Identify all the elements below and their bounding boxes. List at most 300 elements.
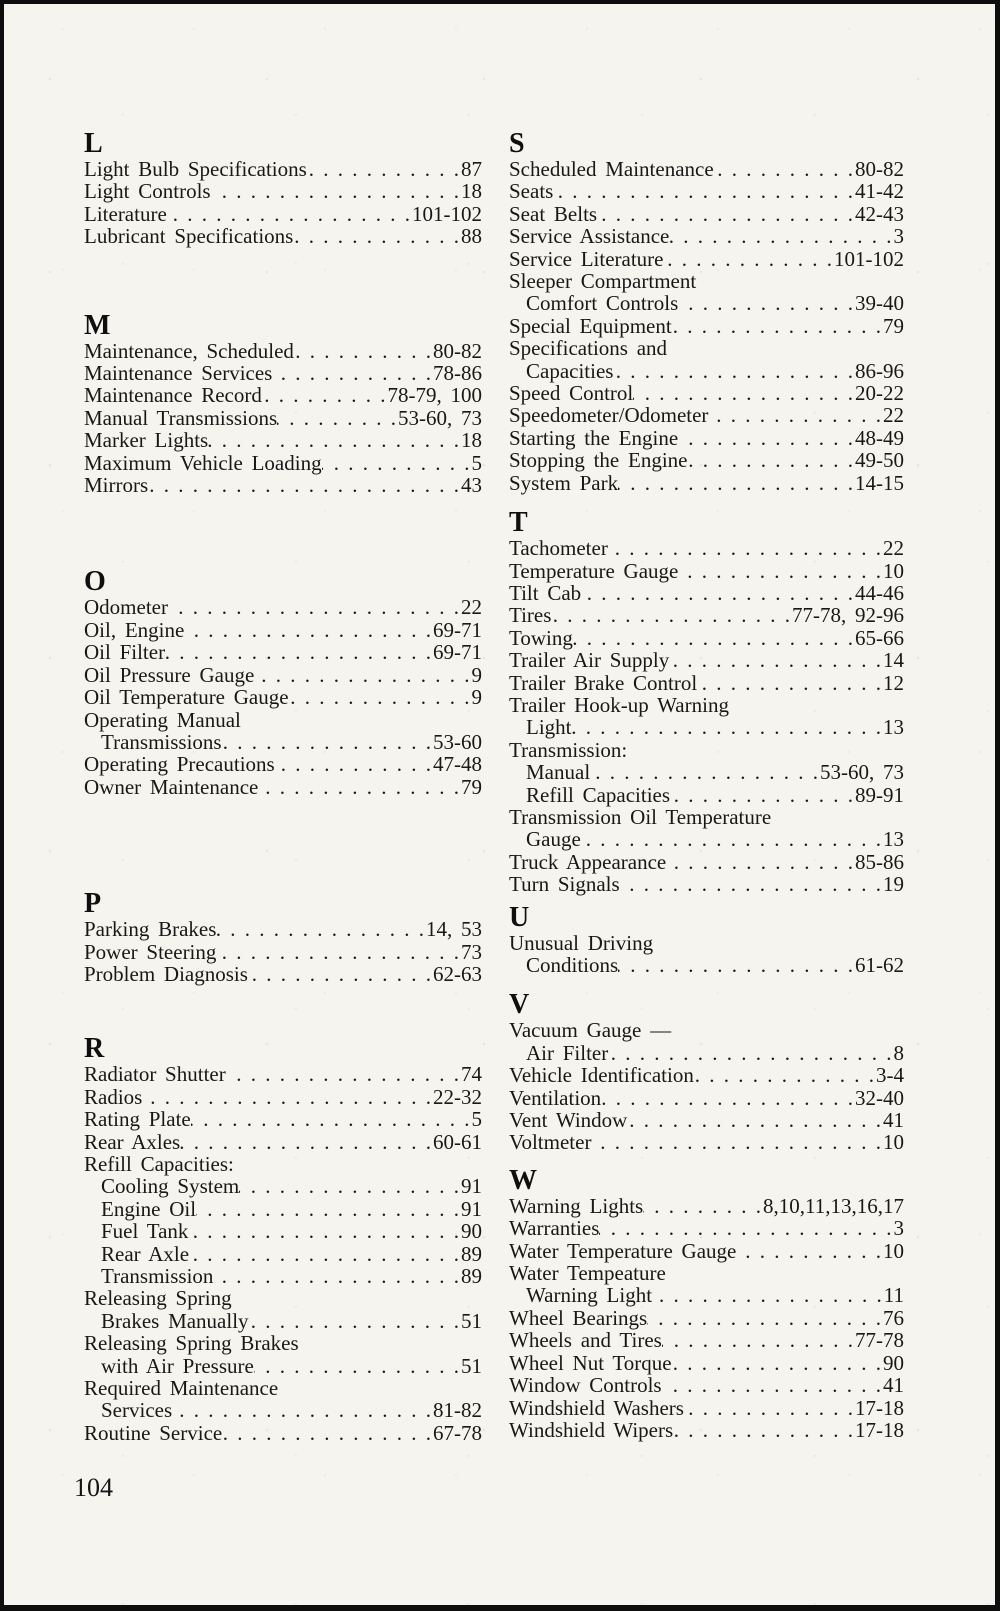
index-entry — [509, 270, 904, 315]
index-section-w — [509, 1164, 904, 1442]
entry-label: Operating Precautions — [84, 752, 275, 777]
entry-page: 53-60, 73 — [398, 405, 482, 430]
index-entry — [509, 873, 904, 895]
entry-line — [84, 1377, 482, 1399]
entry-line — [509, 739, 904, 761]
index-entry — [84, 1422, 482, 1444]
entry-page: 90 — [883, 1350, 904, 1375]
entry-page: 89 — [461, 1241, 482, 1266]
entry-page: 18 — [461, 428, 482, 453]
dot-leader — [289, 686, 472, 708]
entry-label: Windshield Washers — [509, 1395, 684, 1420]
entry-line — [509, 1352, 904, 1374]
index-entry — [84, 1265, 482, 1287]
entry-line — [509, 1195, 904, 1217]
entry-page: 79 — [883, 313, 904, 338]
entry-label: Oil Temperature Gauge — [84, 685, 289, 710]
index-entry — [509, 537, 904, 559]
entry-line — [509, 180, 904, 202]
dot-leader — [277, 407, 398, 429]
index-entry — [84, 158, 482, 180]
dot-leader — [216, 918, 426, 940]
entry-page: 42-43 — [855, 201, 904, 226]
index-entry — [84, 180, 482, 202]
entry-label: Routine Service — [84, 1420, 223, 1445]
entry-label: Refill Capacities — [526, 782, 671, 807]
entry-label: Releasing Spring Brakes — [84, 1331, 299, 1356]
entry-line — [509, 560, 904, 582]
section-letter: U — [509, 901, 530, 933]
index-section-p — [84, 890, 482, 985]
index-entry — [509, 225, 904, 247]
entry-label: Maintenance Services — [84, 361, 273, 386]
dot-leader — [262, 384, 388, 406]
entry-label: Vent Window — [509, 1108, 628, 1133]
entry-page: 53-60 — [433, 729, 482, 754]
entry-line — [509, 225, 904, 247]
dot-leader — [670, 784, 855, 806]
entry-page: 44-46 — [855, 580, 904, 605]
section-letter: M — [84, 309, 111, 341]
entry-line — [509, 1284, 904, 1306]
entry-page: 3-4 — [876, 1063, 904, 1088]
entry-line — [84, 1108, 482, 1130]
entry-page: 69-71 — [433, 617, 482, 642]
entry-page: 51 — [461, 1308, 482, 1333]
index-entry — [509, 1087, 904, 1109]
dot-leader — [613, 360, 855, 382]
entry-page: 17-18 — [855, 1417, 904, 1442]
dot-leader — [208, 429, 461, 451]
entry-page: 73 — [461, 939, 482, 964]
entry-line — [84, 474, 482, 496]
entry-line — [84, 686, 482, 708]
index-entry — [509, 1262, 904, 1307]
index-entry — [509, 158, 904, 180]
entry-label: Tires — [509, 603, 552, 628]
entry-label: Fuel Tank — [101, 1219, 189, 1244]
entry-page: 89 — [461, 1264, 482, 1288]
entry-page: 20-22 — [855, 381, 904, 406]
dot-leader — [293, 225, 461, 247]
entry-line — [84, 180, 482, 202]
entry-label: Rear Axles — [84, 1129, 181, 1154]
index-columns — [4, 4, 995, 1444]
entry-line — [509, 158, 904, 180]
entry-page: 90 — [461, 1219, 482, 1244]
entry-label: Transmissions — [101, 729, 222, 754]
dot-leader — [294, 340, 433, 362]
dot-leader — [590, 761, 820, 783]
entry-label: Seat Belts — [509, 201, 598, 226]
dot-leader — [249, 1310, 461, 1332]
dot-leader — [608, 1042, 893, 1064]
dot-leader — [275, 753, 433, 775]
index-entry — [84, 1287, 482, 1332]
entry-label: Warning Light — [526, 1283, 653, 1308]
entry-page: 22 — [883, 536, 904, 561]
entry-label: Brakes Manually — [101, 1308, 249, 1333]
entry-line — [509, 649, 904, 671]
entry-line — [509, 694, 904, 716]
dot-leader — [688, 449, 856, 471]
index-entry — [84, 340, 482, 362]
entry-page: 78-79, 100 — [387, 383, 482, 408]
entry-line — [84, 1220, 482, 1242]
entry-label: Maximum Vehicle Loading — [84, 450, 322, 475]
index-entry — [509, 404, 904, 426]
dot-leader — [165, 641, 433, 663]
index-entry — [509, 1217, 904, 1239]
entry-page: 87 — [461, 157, 482, 181]
entry-label: Stopping the Engine — [509, 448, 688, 473]
index-entry — [509, 806, 904, 851]
entry-label: Required Maintenance — [84, 1376, 279, 1401]
entry-label: Unusual Driving — [509, 930, 654, 955]
entry-page: 69-71 — [433, 640, 482, 665]
index-entry — [84, 203, 482, 225]
entry-label: Tachometer — [509, 536, 608, 561]
index-entry — [84, 384, 482, 406]
entry-line — [84, 452, 482, 474]
index-entry — [84, 407, 482, 429]
entry-line — [84, 1086, 482, 1108]
dot-leader — [189, 1243, 461, 1265]
entry-label: Transmission — [101, 1264, 214, 1288]
dot-leader — [647, 1307, 883, 1329]
entry-label: Engine Oil — [101, 1196, 197, 1221]
entry-label: Special Equipment — [509, 313, 672, 338]
dot-leader — [172, 1399, 433, 1421]
dot-leader — [254, 664, 471, 686]
entry-line — [509, 382, 904, 404]
entry-label: Windshield Wipers — [509, 1417, 674, 1442]
entry-label: Maintenance, Scheduled — [84, 338, 294, 363]
dot-leader — [708, 404, 883, 426]
entry-page: 101-102 — [834, 246, 904, 271]
section-letter: T — [509, 507, 529, 539]
entry-line — [509, 582, 904, 604]
entry-label: Manual Transmissions — [84, 405, 278, 430]
entry-line — [509, 404, 904, 426]
entry-label: Scheduled Maintenance — [509, 157, 714, 181]
entry-line — [84, 963, 482, 985]
entry-page: 85-86 — [855, 849, 904, 874]
dot-leader — [697, 672, 883, 694]
index-entry — [509, 1374, 904, 1396]
entry-page: 13 — [883, 715, 904, 740]
entry-label: Light Bulb Specifications — [84, 157, 307, 181]
entry-label: Voltmeter — [509, 1130, 592, 1155]
entry-line — [509, 806, 904, 828]
dot-leader — [168, 596, 461, 618]
entry-line — [84, 1332, 482, 1354]
index-entry — [509, 851, 904, 873]
index-entry — [509, 180, 904, 202]
entry-label: Mirrors — [84, 473, 149, 498]
index-entry — [84, 1153, 482, 1175]
index-column-left — [84, 130, 482, 1444]
entry-line — [84, 641, 482, 663]
index-entry — [509, 739, 904, 761]
entry-line — [84, 407, 482, 429]
entry-line — [84, 384, 482, 406]
dot-leader — [662, 1374, 883, 1396]
entry-page: 41 — [883, 1108, 904, 1133]
entry-label: Tilt Cab — [509, 580, 582, 605]
entry-label: Starting the Engine — [509, 425, 679, 450]
entry-line — [509, 270, 904, 292]
dot-leader — [216, 941, 461, 963]
entry-line — [84, 731, 482, 753]
entry-label: Sleeper Compartment — [509, 269, 697, 294]
dot-leader — [211, 180, 461, 202]
entry-line — [84, 1153, 482, 1175]
entry-line — [509, 873, 904, 895]
entry-page: 48-49 — [855, 425, 904, 450]
index-entry — [509, 1307, 904, 1329]
dot-leader — [664, 248, 835, 270]
entry-line — [84, 918, 482, 940]
dot-leader — [678, 427, 855, 449]
entry-label: Specifications and — [509, 336, 668, 361]
entry-line — [509, 828, 904, 850]
entry-page: 41-42 — [855, 179, 904, 204]
entry-page: 18 — [461, 179, 482, 204]
index-entry — [84, 1108, 482, 1130]
entry-line — [84, 1287, 482, 1309]
index-entry — [509, 1064, 904, 1086]
entry-line — [509, 784, 904, 806]
entry-line — [509, 1217, 904, 1239]
entry-line — [84, 941, 482, 963]
entry-line — [509, 627, 904, 649]
index-entry — [509, 248, 904, 270]
index-entry — [84, 709, 482, 754]
entry-page: 10 — [883, 1130, 904, 1155]
entry-page: 22 — [461, 595, 482, 620]
entry-line — [84, 1131, 482, 1153]
page-number: 104 — [74, 1473, 113, 1502]
dot-leader — [272, 362, 433, 384]
entry-line — [509, 1374, 904, 1396]
dot-leader — [678, 560, 883, 582]
dot-leader — [652, 1284, 884, 1306]
entry-line — [509, 427, 904, 449]
entry-page: 39-40 — [855, 291, 904, 316]
entry-line — [84, 1063, 482, 1085]
entry-label: Radios — [84, 1084, 143, 1109]
index-entry — [84, 1198, 482, 1220]
entry-line — [509, 1419, 904, 1441]
entry-page: 5 — [471, 1107, 482, 1132]
entry-label: Comfort Controls — [526, 291, 679, 316]
entry-line — [84, 664, 482, 686]
entry-page: 80-82 — [855, 157, 904, 181]
dot-leader — [581, 828, 883, 850]
index-entry — [84, 1220, 482, 1242]
entry-label: Air Filter — [526, 1040, 609, 1065]
index-entry — [84, 1086, 482, 1108]
entry-label: Rear Axle — [101, 1241, 190, 1266]
entry-page: 10 — [883, 1238, 904, 1263]
entry-line — [509, 337, 904, 359]
dot-leader — [239, 1175, 461, 1197]
entry-page: 14, 53 — [426, 917, 482, 942]
entry-page: 78-86 — [433, 361, 482, 386]
entry-page: 91 — [461, 1196, 482, 1221]
index-entry — [84, 664, 482, 686]
index-entry — [509, 932, 904, 977]
entry-label: Manual — [526, 760, 591, 785]
index-section-u — [509, 901, 904, 977]
entry-label: Problem Diagnosis — [84, 961, 248, 986]
entry-label: Temperature Gauge — [509, 558, 679, 583]
entry-line — [509, 1131, 904, 1153]
index-entry — [84, 776, 482, 798]
dot-leader — [322, 452, 472, 474]
entry-line — [84, 1399, 482, 1421]
index-entry — [84, 1063, 482, 1085]
dot-leader — [222, 731, 433, 753]
index-entry — [509, 560, 904, 582]
dot-leader — [167, 203, 412, 225]
index-entry — [84, 686, 482, 708]
entry-line — [84, 596, 482, 618]
entry-page: 61-62 — [855, 953, 904, 977]
entry-page: 3 — [893, 1216, 904, 1241]
index-entry — [509, 1195, 904, 1217]
entry-label: Wheel Bearings — [509, 1305, 648, 1330]
index-entry — [509, 382, 904, 404]
index-section-m — [84, 309, 482, 498]
entry-label: Capacities — [526, 358, 614, 383]
entry-label: Literature — [84, 201, 167, 226]
index-entry — [509, 203, 904, 225]
entry-label: Radiator Shutter — [84, 1062, 226, 1087]
entry-page: 19 — [883, 872, 904, 897]
entry-page: 11 — [883, 1283, 904, 1308]
entry-label: Services — [101, 1398, 173, 1423]
dot-leader — [678, 292, 855, 314]
entry-line — [84, 1265, 482, 1287]
dot-leader — [643, 1195, 763, 1217]
dot-leader — [669, 649, 883, 671]
entry-label: Vacuum Gauge — — [509, 1018, 672, 1043]
entry-label: Trailer Hook-up Warning — [509, 692, 729, 717]
section-letter: R — [84, 1033, 105, 1065]
entry-line — [509, 604, 904, 626]
entry-page: 53-60, 73 — [820, 760, 904, 785]
entry-line — [84, 753, 482, 775]
entry-line — [509, 1019, 904, 1041]
entry-page: 60-61 — [433, 1129, 482, 1154]
dot-leader — [572, 716, 884, 738]
entry-line — [509, 716, 904, 738]
index-entry — [509, 1419, 904, 1441]
entry-line — [509, 449, 904, 471]
index-entry — [509, 694, 904, 739]
entry-line — [84, 776, 482, 798]
entry-page: 3 — [893, 224, 904, 249]
entry-label: Warranties — [509, 1216, 600, 1241]
entry-line — [84, 619, 482, 641]
entry-label: with Air Pressure — [101, 1353, 254, 1378]
index-entry — [509, 627, 904, 649]
dot-leader — [591, 1131, 883, 1153]
entry-label: Vehicle Identification — [509, 1063, 694, 1088]
index-entry — [84, 225, 482, 247]
index-entry — [84, 474, 482, 496]
entry-line — [84, 429, 482, 451]
index-entry — [509, 449, 904, 471]
dot-leader — [601, 1087, 855, 1109]
entry-label: Speedometer/Odometer — [509, 403, 709, 428]
index-entry — [84, 1131, 482, 1153]
entry-label: Light — [526, 715, 572, 740]
entry-line — [509, 761, 904, 783]
entry-line — [509, 1042, 904, 1064]
entry-line — [509, 1109, 904, 1131]
index-entry — [84, 619, 482, 641]
entry-line — [509, 851, 904, 873]
section-letter: V — [509, 989, 530, 1021]
entry-page: 88 — [461, 224, 482, 249]
index-entry — [509, 672, 904, 694]
index-entry — [84, 429, 482, 451]
entry-line — [84, 158, 482, 180]
entry-line — [509, 1262, 904, 1284]
entry-label: System Park — [509, 470, 619, 495]
entry-label: Speed Control — [509, 381, 634, 406]
entry-line — [84, 1198, 482, 1220]
entry-label: Warning Lights — [509, 1193, 644, 1218]
entry-label: Cooling System — [101, 1174, 240, 1199]
dot-leader — [620, 873, 883, 895]
entry-line — [509, 537, 904, 559]
index-entry — [509, 604, 904, 626]
dot-leader — [196, 1198, 461, 1220]
entry-line — [84, 340, 482, 362]
entry-page: 76 — [883, 1305, 904, 1330]
entry-label: Light Controls — [84, 179, 211, 204]
entry-label: Transmission: — [509, 737, 628, 762]
entry-page: 32-40 — [855, 1085, 904, 1110]
dot-leader — [672, 315, 883, 337]
index-entry — [509, 1352, 904, 1374]
entry-page: 14 — [883, 648, 904, 673]
entry-line — [84, 362, 482, 384]
dot-leader — [694, 1064, 876, 1086]
entry-page: 43 — [461, 473, 482, 498]
entry-page: 8 — [893, 1040, 904, 1065]
dot-leader — [684, 1397, 855, 1419]
entry-page: 41 — [883, 1373, 904, 1398]
dot-leader — [618, 472, 855, 494]
entry-line — [509, 1307, 904, 1329]
dot-leader — [633, 382, 855, 404]
entry-line — [509, 472, 904, 494]
entry-page: 89-91 — [855, 782, 904, 807]
entry-line — [509, 1240, 904, 1262]
entry-page: 10 — [883, 558, 904, 583]
entry-page: 13 — [883, 827, 904, 852]
entry-label: Truck Appearance — [509, 849, 667, 874]
index-section-t — [509, 509, 904, 896]
index-section-o — [84, 568, 482, 798]
entry-page: 5 — [471, 450, 482, 475]
entry-page: 14-15 — [855, 470, 904, 495]
